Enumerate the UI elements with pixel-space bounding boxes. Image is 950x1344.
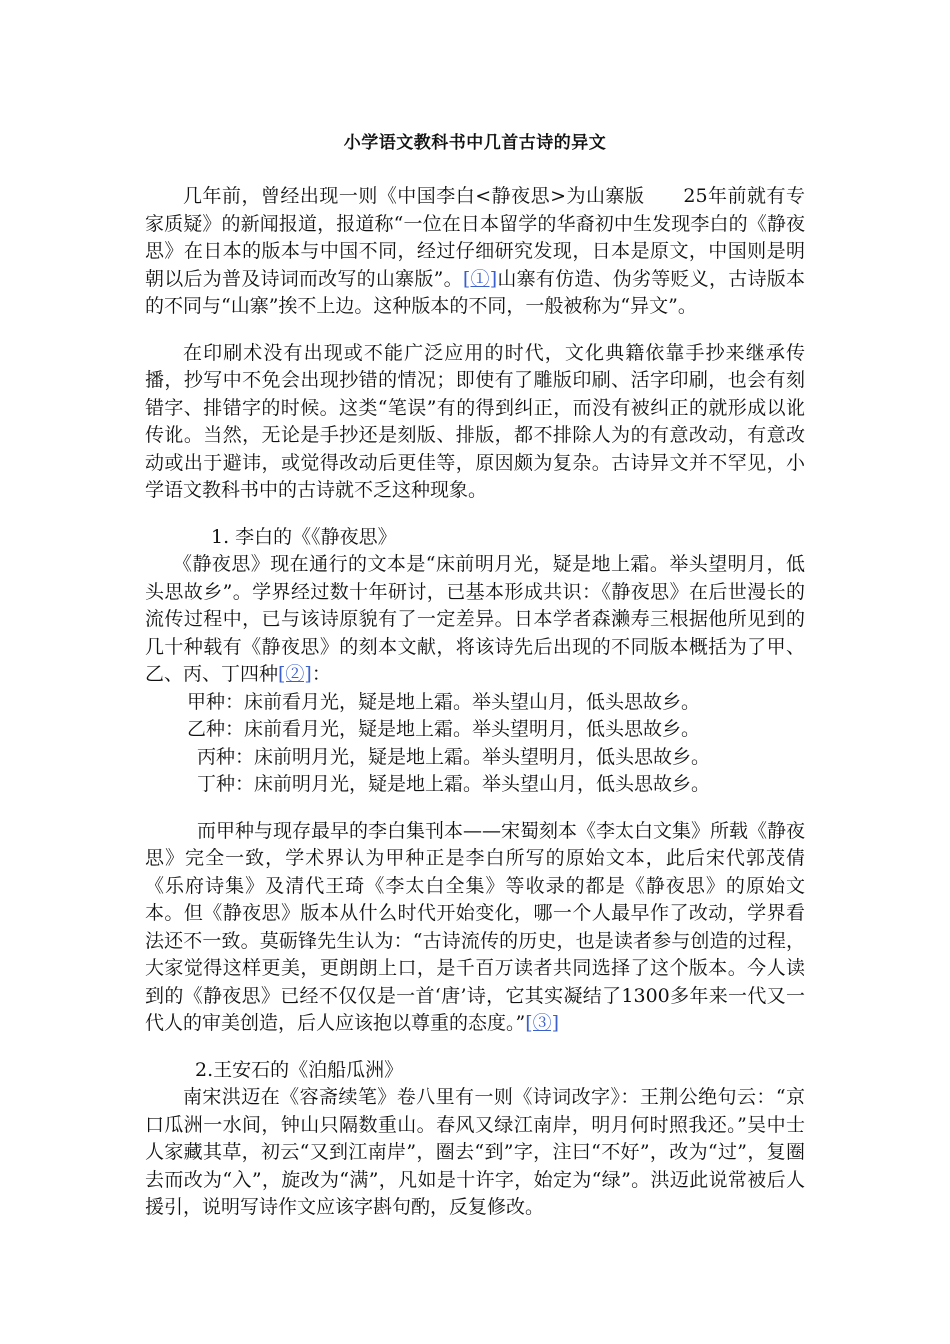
poem-variant-ding: 丁种：床前明月光，疑是地上霜。举头望山月，低头思故乡。 xyxy=(197,773,711,795)
footnote-link-2[interactable]: [②] xyxy=(278,663,312,685)
document-title: 小学语文教科书中几首古诗的异文 xyxy=(343,133,607,153)
intro-paragraph-1-text: 几年前，曾经出现一则《中国李白<静夜思>为山寨版 25年前就有专家质疑》的新闻报道，报道称“一位在日本留学的华裔初中生发现李白的《静夜思》在日本的版本与中国不同，经过仔细研究发现，日本是原文，中国则是明朝以后为普及诗词而改写的山寨版”。 xyxy=(145,185,805,290)
poem-variant-bing: 丙种：床前明月光，疑是地上霜。举头望明月，低头思故乡。 xyxy=(197,745,711,768)
document-page xyxy=(145,120,805,1222)
section-2-paragraph-1: 南宋洪迈在《容斋续笔》卷八里有一则《诗词改字》：王荆公绝句云：“京口瓜洲一水间，钟山只隔数重山。春风又绿江南岸，明月何时照我还。”吴中士人家藏其草，初云“又到江南岸”，圈去“到”字，注曰“不好”，改为“过”，复圈去而改为“入”，旋改为“满”，凡如是十许字，始定为“绿”。洪迈此说常被后人援引，说明写诗作文应该字斟句酌，反复修改。 xyxy=(145,1086,805,1218)
section-2-heading: 2.王安石的《泊船瓜洲》 xyxy=(195,1058,404,1081)
section-1-paragraph-2-text: 而甲种与现存最早的李白集刊本——宋蜀刻本《李太白文集》所载《静夜思》完全一致，学术界认为甲种正是李白所写的原始文本，此后宋代郭茂倩《乐府诗集》及清代王琦《李太白全集》等收录的都是《静夜思》的原始文本。但《静夜思》版本从什么时代开始变化，哪一个人最早作了改动，学界看法还不一致。莫砺锋先生认为：“古诗流传的历史，也是读者参与创造的过程，大家觉得这样更美，更朗朗上口，是千百万读者共同选择了这个版本。今人读到的《静夜思》已经不仅仅是一首‘唐’诗，它其实凝结了1300多年来一代又一代人的审美创造，后人应该抱以尊重的态度。” xyxy=(145,819,806,1034)
footnote-link-3[interactable]: [③] xyxy=(525,1012,560,1034)
section-1-heading: 1. 李白的《《静夜思》 xyxy=(211,525,397,548)
intro-paragraph-2: 在印刷术没有出现或不能广泛应用的时代，文化典籍依靠手抄来继承传播，抄写中不免会出现抄错的情况；即使有了雕版印刷、活字印刷，也会有刻错字、排错字的时候。这类“笔误”有的得到纠正，而没有被纠正的就形成以讹传讹。当然，无论是手抄还是刻版、排版，都不排除人为的有意改动，有意改动或出于避讳，或觉得改动后更佳等，原因颇为复杂。古诗异文并不罕见，小学语文教科书中的古诗就不乏这种现象。 xyxy=(145,341,805,501)
section-1-paragraph-1-end: ： xyxy=(311,663,331,685)
poem-variant-jia: 甲种：床前看月光，疑是地上霜。举头望山月，低头思故乡。 xyxy=(187,690,701,713)
section-1-paragraph-1 xyxy=(145,551,805,689)
footnote-link-1[interactable]: [①] xyxy=(462,267,498,290)
intro-paragraph-1 xyxy=(145,183,805,321)
section-1-paragraph-2 xyxy=(145,818,805,1038)
section-1-paragraph-1-text: 《静夜思》现在通行的文本是“床前明月光，疑是地上霜。举头望明月，低头思故乡”。学界经过数十年研讨，已基本形成共识：《静夜思》在后世漫长的流传过程中，已与该诗原貌有了一定差异。日本学者森濑寿三根据他所见到的几十种载有《静夜思》的刻本文献，将该诗先后出现的不同版本概括为了甲、乙、丙、丁四种 xyxy=(145,553,805,685)
poem-variant-yi: 乙种：床前看月光，疑是地上霜。举头望明月，低头思故乡。 xyxy=(187,718,701,740)
intro-paragraph-1-tail: 山寨有仿造、伪劣等贬义，古诗版本的不同与“山寨”挨不上边。这种版本的不同，一般被称为“异文”。 xyxy=(145,267,805,317)
